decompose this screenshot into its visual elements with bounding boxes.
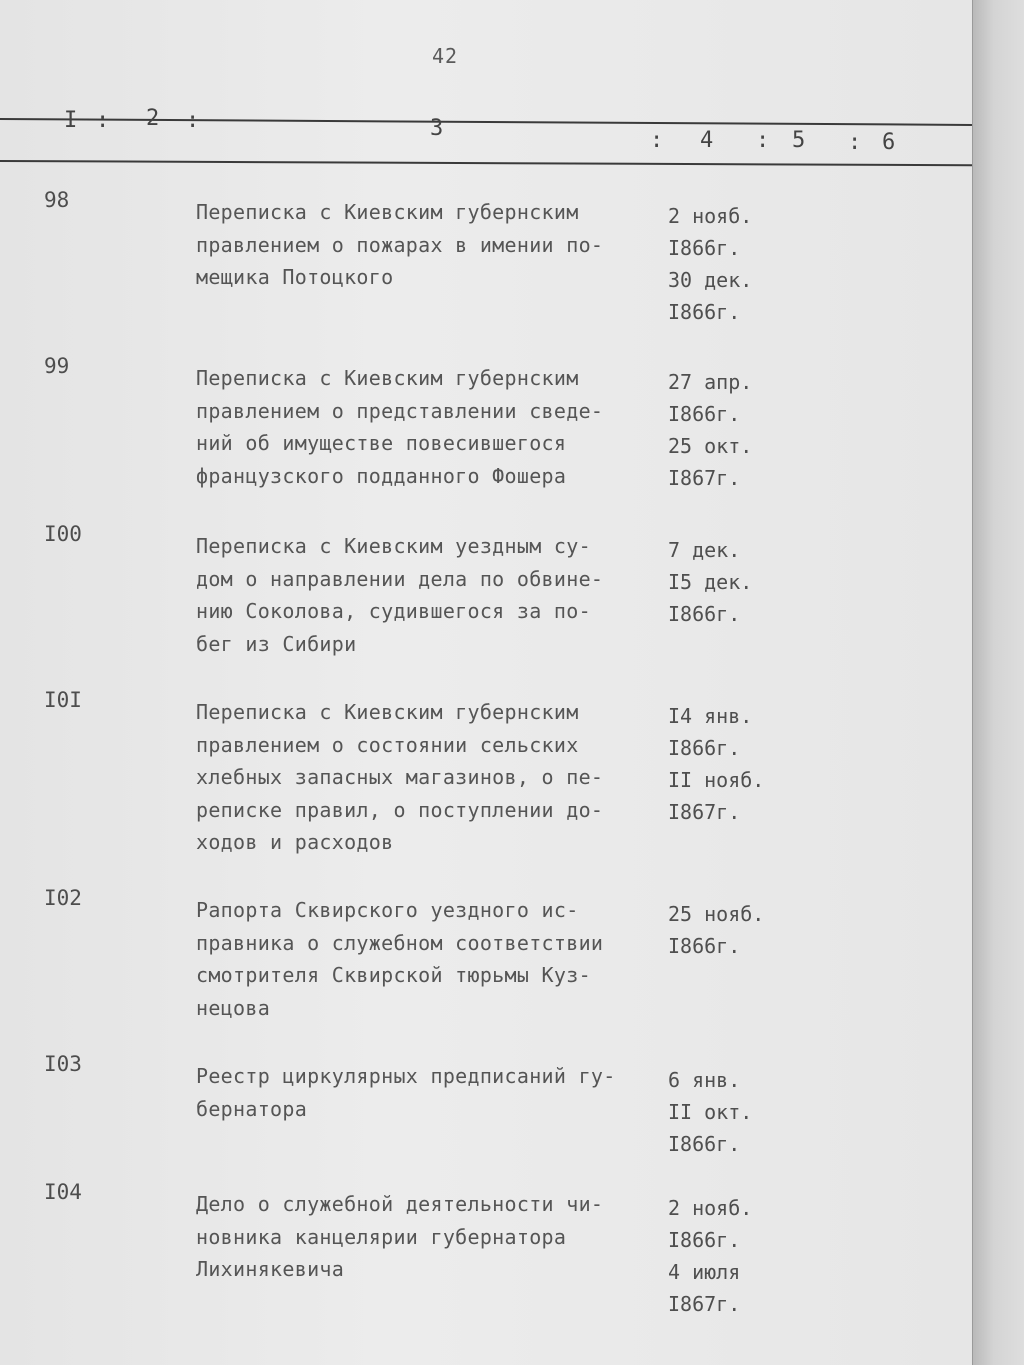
- record-title: [196, 530, 656, 660]
- record-title-line: реписке правил, о поступлении до-: [196, 797, 604, 822]
- record-title-line: правника о служебном соответствии: [196, 930, 604, 955]
- record-title-line: Дело о служебной деятельности чи-: [196, 1192, 604, 1216]
- record-date-line: I4 янв.: [668, 704, 753, 728]
- underlying-page-edge: [972, 0, 1024, 1365]
- record-date-line: II окт.: [668, 1100, 753, 1124]
- record-date-line: 6 янв.: [668, 1068, 741, 1092]
- record-title-line: смотрителя Сквирской тюрьмы Куз-: [196, 963, 591, 987]
- record-dates: [668, 200, 798, 328]
- record-title-line: новника канцелярии губернатора: [196, 1224, 567, 1249]
- record-dates: [668, 1064, 798, 1160]
- record-date-line: 2 нояб.: [668, 1196, 753, 1220]
- header-col-3: 3: [430, 116, 444, 141]
- record-date-line: 27 апр.: [668, 370, 753, 394]
- record-number: 98: [44, 188, 70, 212]
- record-number: I00: [44, 522, 82, 546]
- header-col-1: I: [64, 108, 78, 133]
- record-dates: [668, 366, 798, 494]
- record-title: [196, 196, 656, 294]
- record-number: I02: [44, 886, 82, 910]
- record-title-line: Переписка с Киевским губернским: [196, 366, 579, 390]
- record-title-line: хлебных запасных магазинов, о пе-: [196, 765, 604, 789]
- record-title-line: Рапорта Сквирского уездного ис-: [196, 898, 579, 922]
- page-number: 42: [432, 44, 459, 68]
- header-col-5: 5: [792, 128, 806, 153]
- record-dates: [668, 898, 798, 962]
- record-title-line: правлением о состоянии сельских: [196, 732, 579, 757]
- record-date-line: I866г.: [668, 300, 741, 324]
- record-title-line: мещика Потоцкого: [196, 265, 394, 289]
- header-separator: :: [96, 108, 110, 133]
- record-title-line: Переписка с Киевским уездным су-: [196, 534, 591, 558]
- record-title-line: правлением о представлении сведе-: [196, 398, 604, 423]
- record-date-line: I867г.: [668, 800, 741, 824]
- record-title-line: ходов и расходов: [196, 830, 394, 854]
- record-title-line: бег из Сибири: [196, 631, 357, 656]
- record-date-line: 25 окт.: [668, 434, 753, 458]
- record-title: [196, 696, 656, 859]
- record-date-line: 25 нояб.: [668, 902, 765, 926]
- record-date-line: I867г.: [668, 1292, 741, 1316]
- record-date-line: I867г.: [668, 466, 741, 490]
- header-separator: :: [848, 130, 862, 155]
- record-number: I04: [44, 1180, 82, 1204]
- record-dates: [668, 534, 798, 630]
- header-separator: :: [650, 128, 664, 153]
- record-title-line: Реестр циркулярных предписаний гу-: [196, 1064, 616, 1088]
- record-number: I0I: [44, 688, 82, 712]
- record-title: [196, 894, 656, 1024]
- record-title-line: правлением о пожарах в имении по-: [196, 232, 604, 257]
- record-title-line: дом о направлении дела по обвине-: [196, 566, 604, 591]
- header-bottom-rule: [0, 160, 972, 166]
- record-date-line: I866г.: [668, 934, 741, 958]
- record-date-line: I866г.: [668, 736, 741, 760]
- record-title-line: нецова: [196, 995, 271, 1020]
- record-date-line: I866г.: [668, 602, 741, 626]
- record-title: [196, 362, 656, 492]
- record-date-line: I866г.: [668, 1132, 741, 1156]
- record-date-line: I5 дек.: [668, 570, 753, 594]
- record-title-line: французского подданного Фошера: [196, 463, 567, 488]
- record-date-line: 2 нояб.: [668, 204, 753, 228]
- record-date-line: I866г.: [668, 236, 741, 260]
- record-date-line: II нояб.: [668, 768, 765, 792]
- record-date-line: I866г.: [668, 1228, 741, 1252]
- record-title-line: Переписка с Киевским губернским: [196, 200, 579, 224]
- record-date-line: 30 дек.: [668, 268, 753, 292]
- record-date-line: I866г.: [668, 402, 741, 426]
- record-title: [196, 1188, 656, 1286]
- record-title-line: Переписка с Киевским губернским: [196, 700, 579, 724]
- record-dates: [668, 1192, 798, 1320]
- header-separator: :: [756, 128, 770, 153]
- record-date-line: 7 дек.: [668, 538, 741, 562]
- record-title: [196, 1060, 656, 1125]
- record-title-line: нию Соколова, судившегося за по-: [196, 599, 591, 623]
- record-title-line: Лихинякевича: [196, 1257, 345, 1281]
- header-col-2: 2: [146, 106, 160, 131]
- record-title-line: ний об имуществе повесившегося: [196, 431, 567, 455]
- header-col-6: 6: [882, 130, 896, 155]
- record-number: 99: [44, 354, 70, 378]
- record-date-line: 4 июля: [668, 1260, 741, 1284]
- record-dates: [668, 700, 798, 828]
- header-separator: :: [186, 108, 200, 133]
- record-title-line: бернатора: [196, 1096, 308, 1121]
- header-col-4: 4: [700, 128, 714, 153]
- record-number: I03: [44, 1052, 82, 1076]
